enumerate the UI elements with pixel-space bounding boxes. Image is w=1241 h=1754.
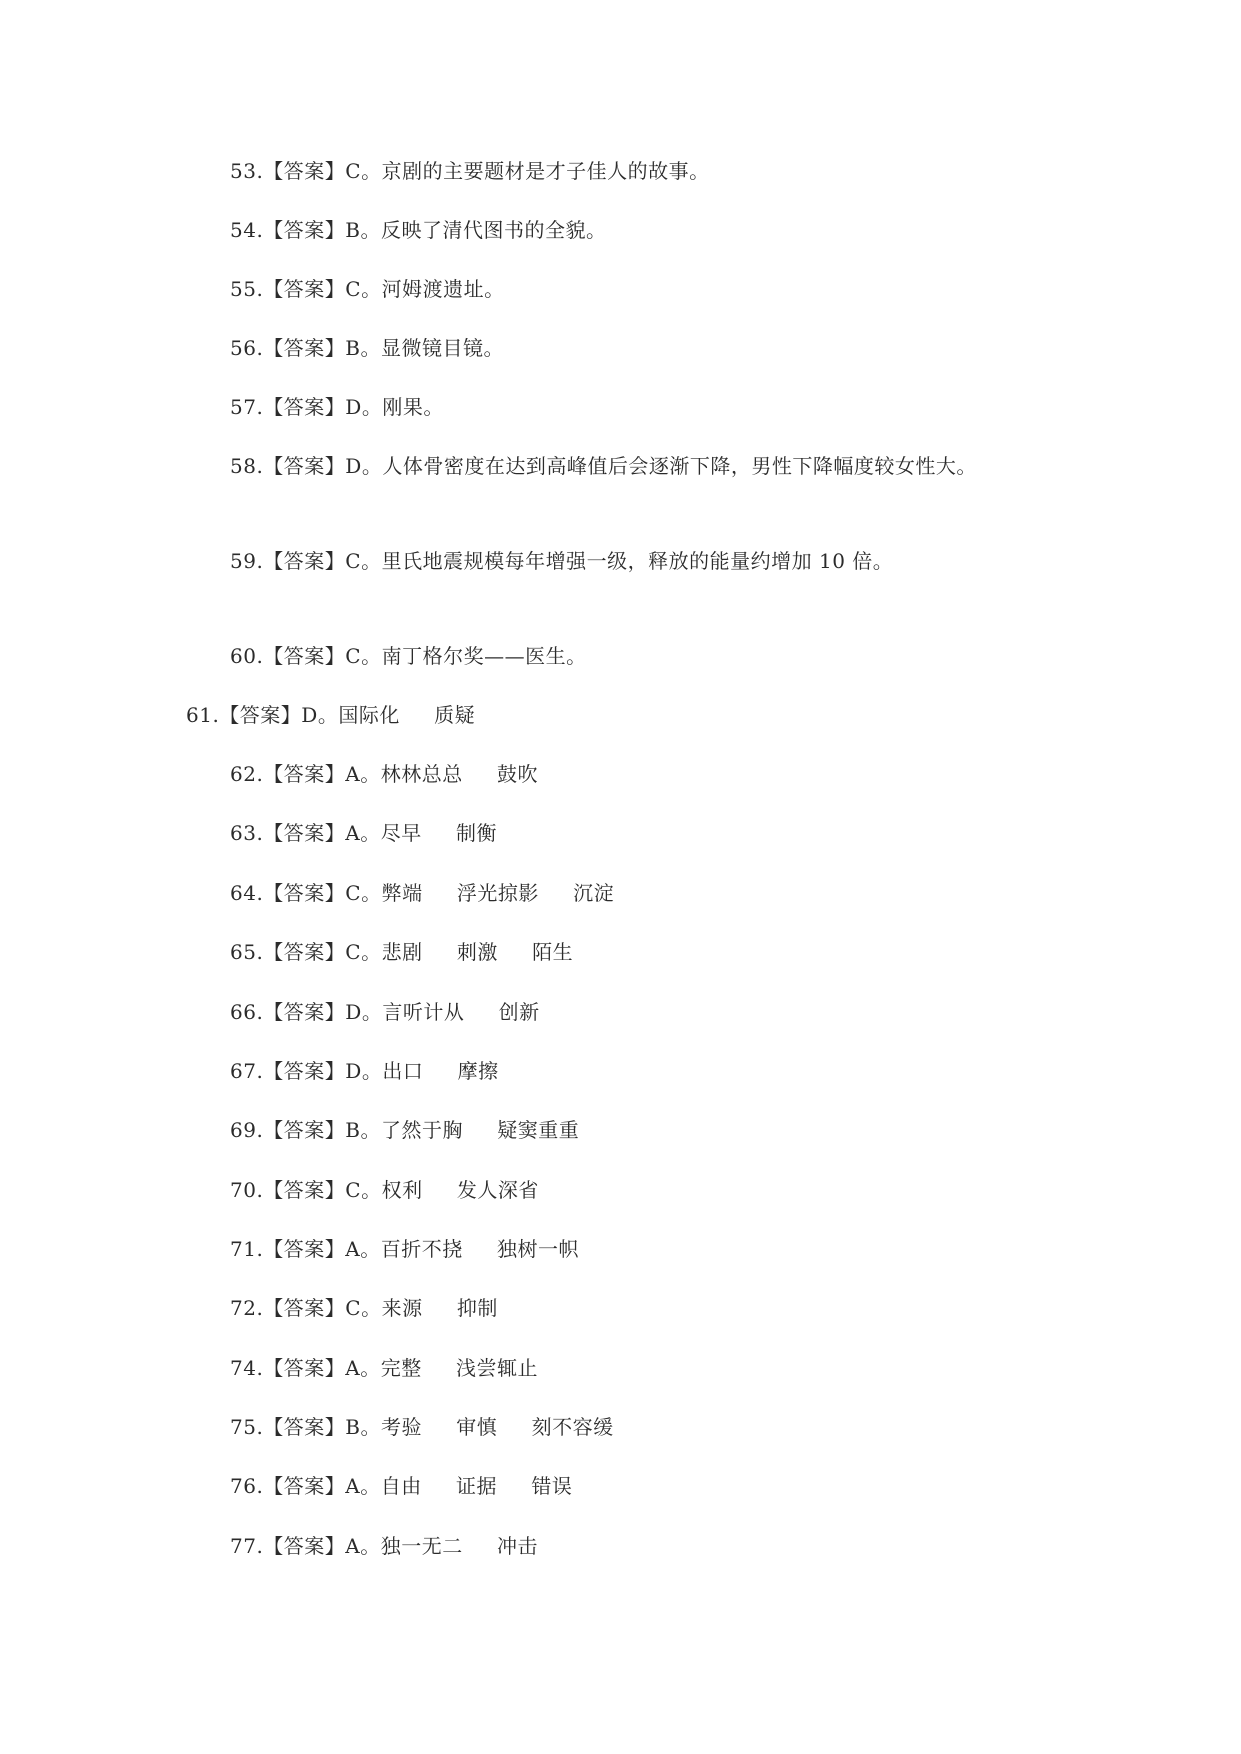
answer-line-66: 66.【答案】D。言听计从 创新 [230, 1000, 540, 1024]
answer-line-58: 58.【答案】D。人体骨密度在达到高峰值后会逐渐下降，男性下降幅度较女性大。 [230, 454, 977, 478]
answer-line-70: 70.【答案】C。权利 发人深省 [230, 1178, 539, 1202]
answer-line-61: 61.【答案】D。国际化 质疑 [186, 703, 476, 727]
answer-line-69: 69.【答案】B。了然于胸 疑窦重重 [230, 1118, 580, 1142]
answer-line-65: 65.【答案】C。悲剧 刺激 陌生 [230, 940, 574, 964]
answer-line-60: 60.【答案】C。南丁格尔奖——医生。 [230, 644, 587, 668]
answer-line-74: 74.【答案】A。完整 浅尝辄止 [230, 1356, 539, 1380]
answer-line-67: 67.【答案】D。出口 摩擦 [230, 1059, 499, 1083]
answer-line-62: 62.【答案】A。林林总总 鼓吹 [230, 762, 539, 786]
answer-line-75: 75.【答案】B。考验 审慎 刻不容缓 [230, 1415, 614, 1439]
answer-line-63: 63.【答案】A。尽早 制衡 [230, 821, 498, 845]
answer-line-56: 56.【答案】B。显微镜目镜。 [230, 336, 505, 360]
answer-line-76: 76.【答案】A。自由 证据 错误 [230, 1474, 573, 1498]
answer-line-71: 71.【答案】A。百折不挠 独树一帜 [230, 1237, 580, 1261]
answer-line-59: 59.【答案】C。里氏地震规模每年增强一级，释放的能量约增加 10 倍。 [230, 549, 894, 573]
answer-line-64: 64.【答案】C。弊端 浮光掠影 沉淀 [230, 881, 615, 905]
answer-line-53: 53.【答案】C。京剧的主要题材是才子佳人的故事。 [230, 159, 710, 183]
answer-line-77: 77.【答案】A。独一无二 冲击 [230, 1534, 539, 1558]
answer-line-55: 55.【答案】C。河姆渡遗址。 [230, 277, 505, 301]
answer-line-72: 72.【答案】C。来源 抑制 [230, 1296, 498, 1320]
answer-line-57: 57.【答案】D。刚果。 [230, 395, 444, 419]
answer-line-54: 54.【答案】B。反映了清代图书的全貌。 [230, 218, 607, 242]
